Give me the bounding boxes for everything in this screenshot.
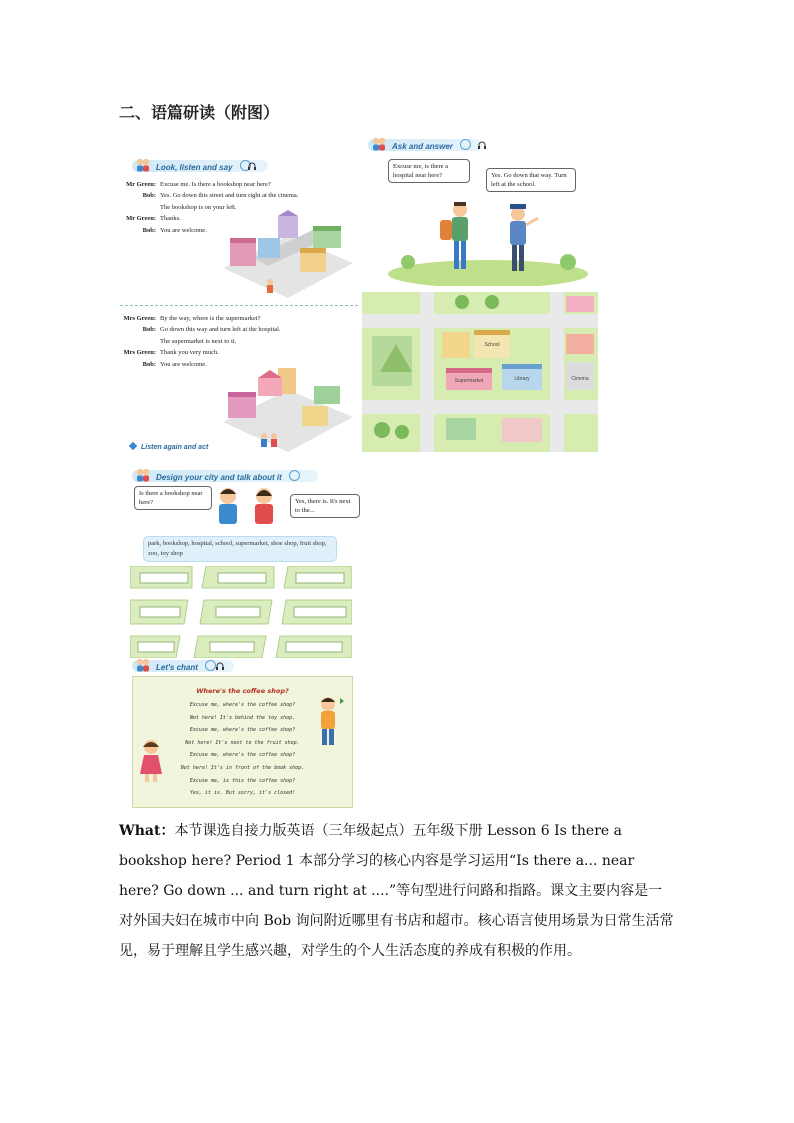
dialogue-line	[120, 313, 281, 324]
divider	[120, 305, 358, 306]
design-answer-bubble: Yes, there is. It's next to the...	[290, 494, 360, 518]
dialogue-text: You are welcome.	[160, 226, 207, 234]
play-icon[interactable]	[289, 470, 300, 481]
chant-line: Not here! It's behind the toy shop.	[189, 714, 296, 721]
section-heading: 二、语篇研读（附图）	[119, 103, 280, 122]
dialogue-text: You are welcome.	[160, 360, 207, 368]
chant-line: Excuse me, where's the coffee shop?	[189, 727, 296, 734]
map-label-school: School	[484, 342, 500, 348]
dialogue-text: Thanks.	[160, 215, 181, 223]
map-label-cinema: Cinema	[571, 376, 589, 382]
listen-again-label: Listen again and act	[130, 443, 208, 451]
word-box: park, bookshop, hospital, school, supermarket, shoe shop, fruit shop, zoo, toy shop	[143, 536, 337, 562]
chant-line: Not here! It's in front of the book shop.	[180, 764, 305, 771]
street-scene-illustration-2	[218, 362, 358, 454]
headphones-icon[interactable]	[215, 661, 225, 671]
map-label-supermarket: Supermarket	[454, 378, 484, 384]
what-text: 本节课选自接力版英语（三年级起点）五年级下册 Lesson 6 Is there a bookshop here? Period 1 本部分学习的核心内容是学习运用“Is there a... near here? Go down ... and turn right at ....”等句型进行问路和指路。课文主要内容是一对外国夫妇在城市中向 Bob 询问附近哪里有书店和超市。核心语言使用场景为日常生活常见，易于理解且学生感兴趣，对学生的个人生活态度的养成有积极的作用。	[119, 823, 674, 959]
dialogue-line	[120, 179, 298, 190]
dialogue-line	[120, 190, 298, 201]
speaker-label: Bob:	[142, 326, 156, 334]
ask-question-bubble: Excuse me, is there a hospital near here?	[388, 159, 470, 183]
speaker-label: Bob:	[142, 192, 156, 200]
dialogue-line	[120, 347, 281, 358]
children-icon	[134, 467, 152, 483]
dialogue-text: Go down this way and turn left at the hospital.	[160, 326, 281, 334]
chant-line: Excuse me, where's the coffee shop?	[189, 702, 296, 708]
analysis-paragraph	[119, 816, 674, 966]
dialogue-text: By the way, where is the supermarket?	[160, 315, 261, 322]
speaker-label: Mrs Green:	[123, 349, 156, 357]
headphones-icon[interactable]	[477, 140, 487, 150]
children-icon	[134, 657, 152, 673]
children-icon	[370, 136, 388, 152]
what-label: What：	[119, 823, 175, 839]
ask-answer-bubble: Yes. Go down that way. Turn left at the school.	[486, 168, 576, 192]
chant-banner-text: Let's chant	[156, 663, 198, 672]
dialogue-text: Excuse me. Is there a bookshop near here?	[160, 181, 271, 188]
speaker-label	[120, 202, 156, 213]
map-label-library: Library	[514, 376, 530, 382]
speaker-label	[120, 336, 156, 347]
look-banner-text: Look, listen and say	[156, 163, 233, 172]
chant-line: Not here! It's next to the fruit shop.	[185, 739, 300, 746]
children-icon	[134, 157, 152, 173]
design-question-bubble: Is there a bookshop near here?	[134, 486, 212, 510]
girl-illustration	[136, 738, 166, 784]
design-banner-text: Design your city and talk about it	[156, 473, 282, 482]
boy-illustration	[312, 694, 348, 750]
speaker-label: Mr Green:	[126, 215, 156, 223]
design-city-grid[interactable]	[130, 566, 352, 658]
dialogue-line	[120, 336, 281, 347]
speaker-label: Mrs Green:	[123, 315, 156, 322]
two-kids-illustration	[206, 484, 286, 530]
city-map-illustration	[362, 292, 598, 452]
speaker-label: Bob:	[142, 226, 156, 234]
chant-line: Yes, it is. But sorry, it's closed!	[189, 790, 296, 797]
dialogue-text: The bookshop is on your left.	[160, 203, 237, 211]
speaker-label: Mr Green:	[126, 181, 156, 188]
speaker-label: Bob:	[142, 360, 156, 368]
chant-title: Where's the coffee shop?	[196, 687, 289, 695]
dialogue-text: The supermarket is next to it.	[160, 337, 237, 345]
dialogue-text: Yes. Go down this street and turn right at the cinema.	[160, 192, 299, 200]
chant-line: Excuse me, where's the coffee shop?	[189, 752, 296, 759]
street-scene-illustration-1	[218, 208, 358, 300]
design-city-banner	[132, 470, 318, 482]
dialogue-text: Thank you very much.	[160, 349, 219, 357]
diamond-icon	[129, 442, 137, 450]
play-icon[interactable]	[460, 139, 471, 150]
chant-line: Excuse me, is this the coffee shop?	[189, 777, 296, 784]
headphones-icon[interactable]	[247, 161, 257, 171]
ask-banner-text: Ask and answer	[392, 142, 453, 151]
dialogue-line	[120, 324, 281, 335]
